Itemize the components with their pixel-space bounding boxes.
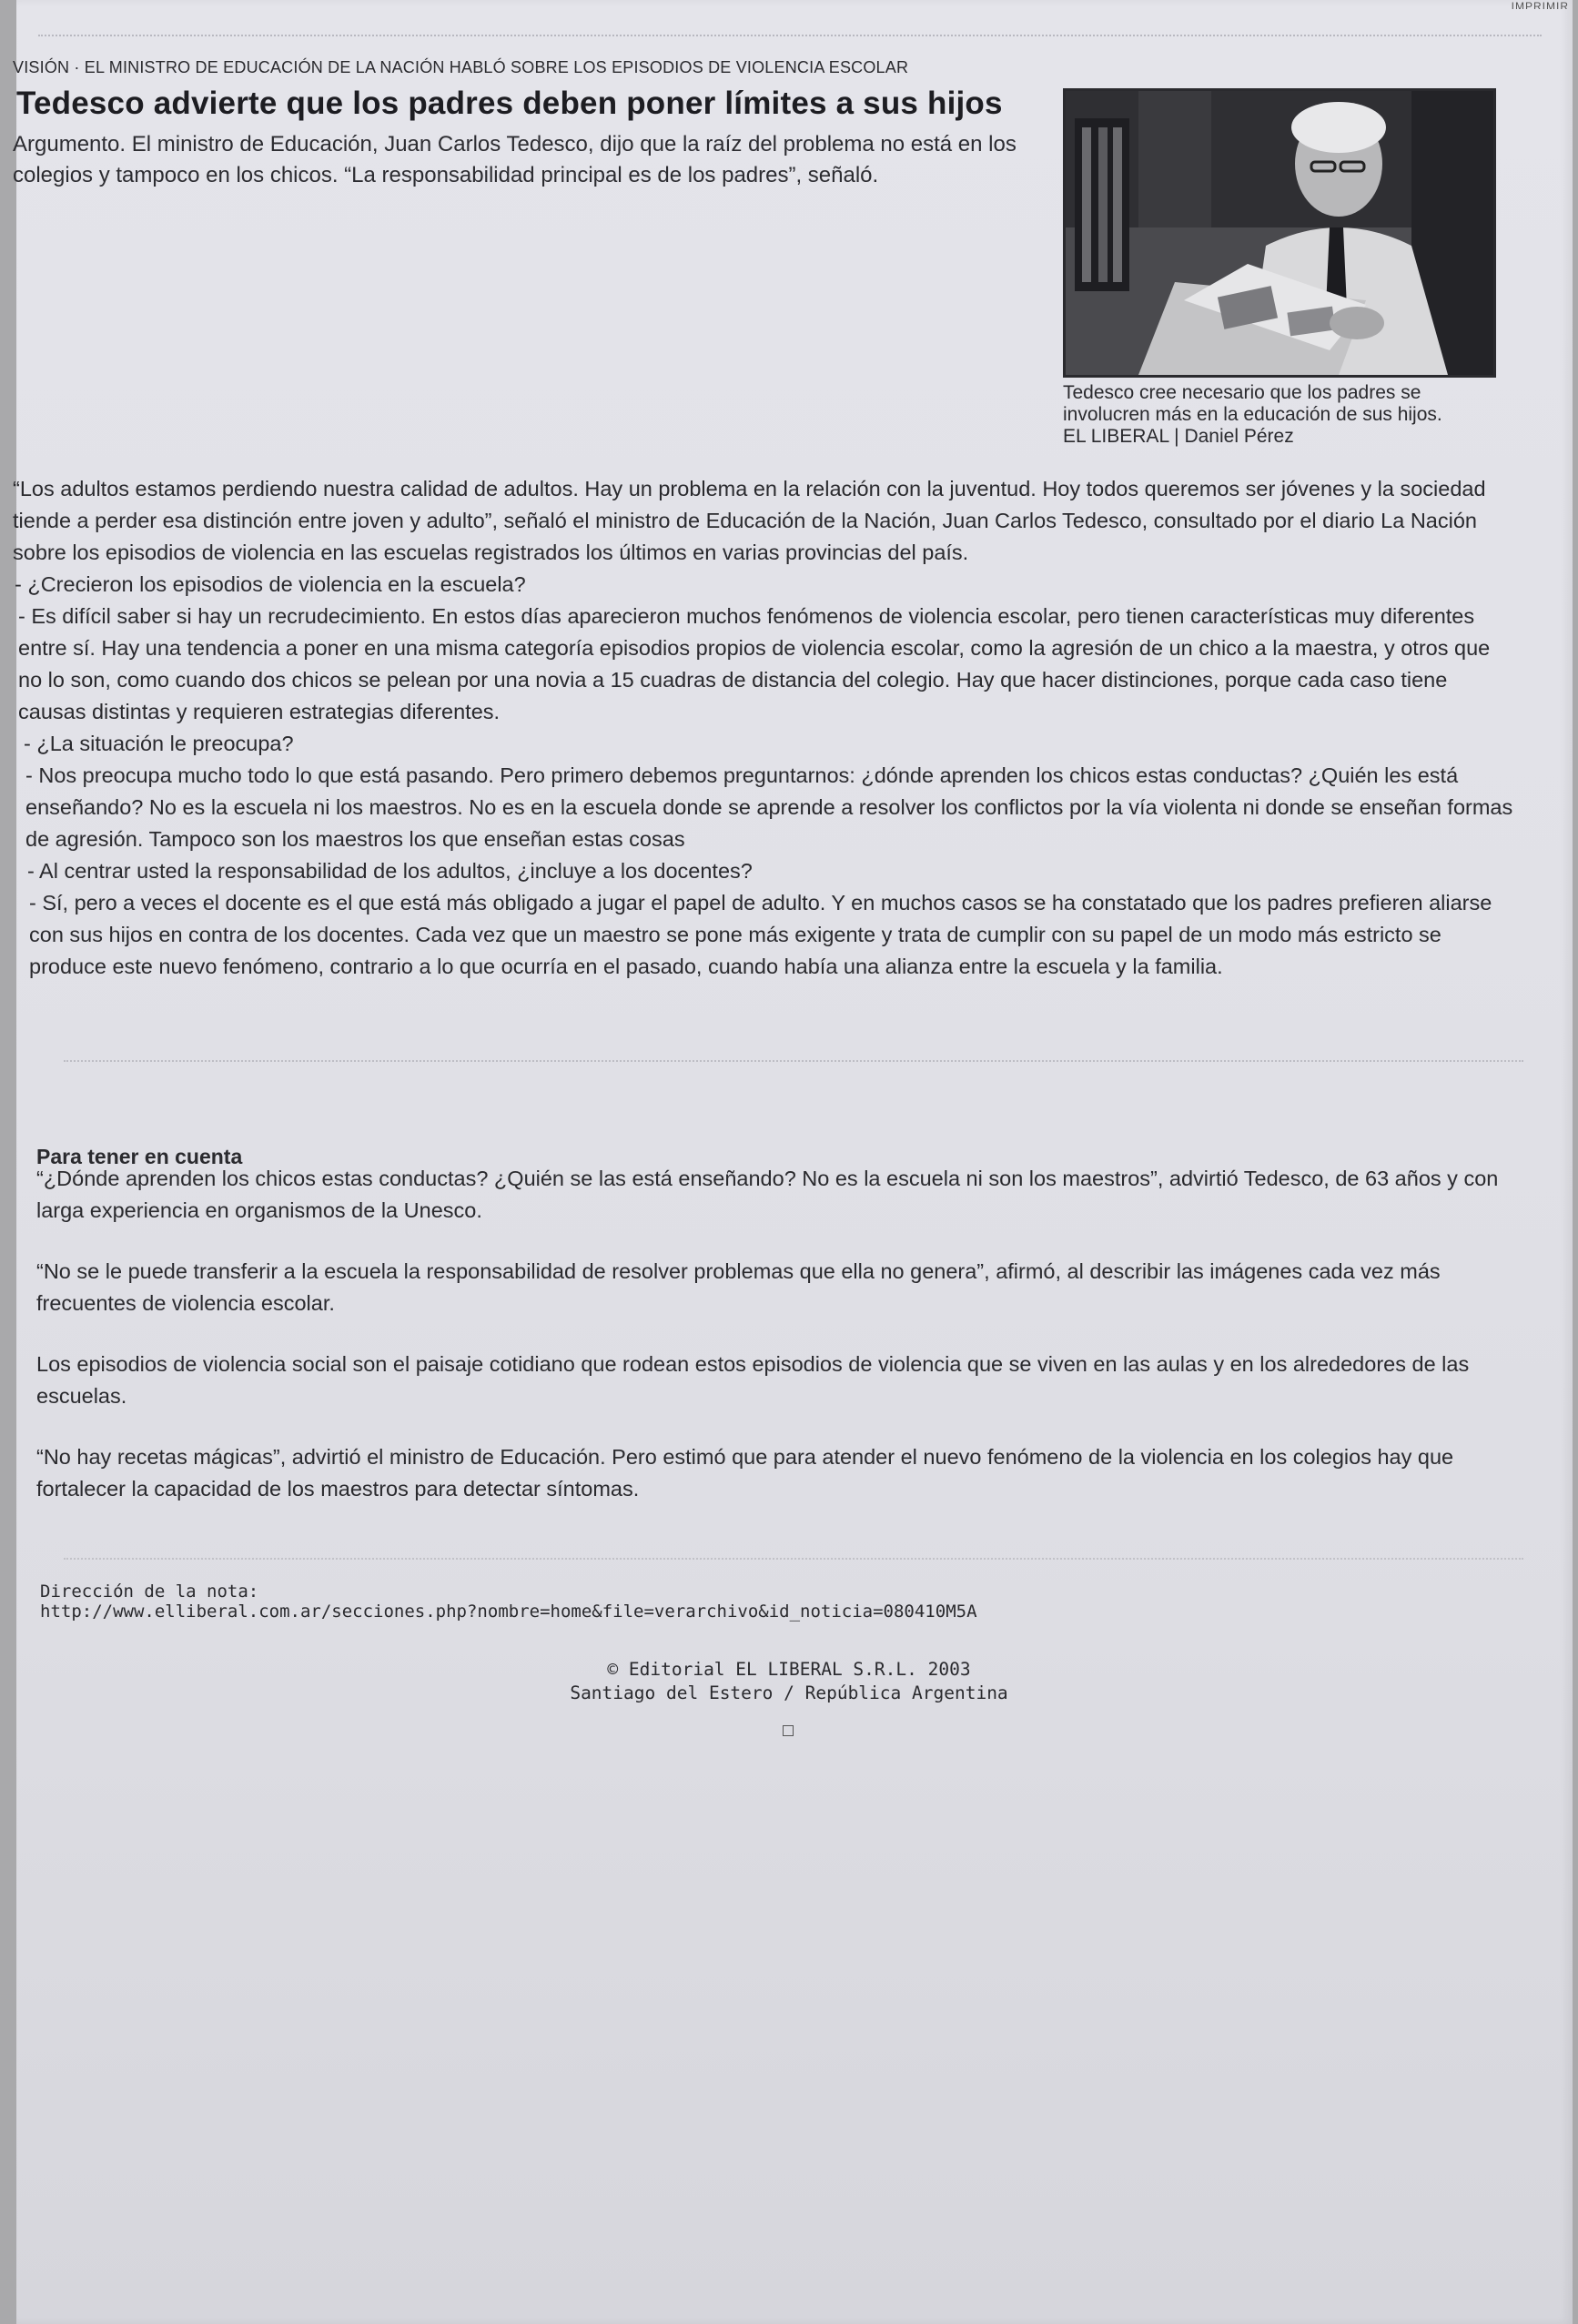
interview-question: - ¿Crecieron los episodios de violencia en la escuela? (15, 572, 526, 596)
print-button[interactable]: IMPRIMIR (1511, 0, 1569, 9)
interview-question: - ¿La situación le preocupa? (24, 732, 294, 755)
end-marker-icon (783, 1725, 794, 1736)
body-paragraph: “Los adultos estamos perdiendo nuestra calidad de adultos. Hay un problema en la relación con la juventud. Hoy todos queremos ser jóvenes y la sociedad tiende a perder esa distinción entre joven y adulto”, señaló el ministro de Educación de la Nación, Juan Carlos Tedesco, consultado por el diario La Nación sobre los episodios de violencia en las escuelas registrados los últimos en varias provincias del país. (13, 477, 1486, 564)
key-point: “No se le puede transferir a la escuela la responsabilidad de resolver problemas que ella no genera”, afirmó, al describir las imágenes cada vez más frecuentes de violencia escolar. (36, 1259, 1441, 1315)
key-point: “No hay recetas mágicas”, advirtió el ministro de Educación. Pero estimó que para atender el nuevo fenómeno de la violencia en los colegios hay que fortalecer la capacidad de los maestros para detectar síntomas. (36, 1445, 1454, 1500)
key-points (36, 1163, 1520, 1534)
copyright-block (0, 1658, 1578, 1705)
interview-answer: - Nos preocupa mucho todo lo que está pasando. Pero primero debemos preguntarnos: ¿dónde aprenden los chicos estas conductas? ¿Quién les está enseñando? No es la escuela ni los maestros. No es en la escuela donde se aprende a resolver los conflictos por la vía violenta ni donde se enseñan formas de agresión. Tampoco son los maestros los que enseñan estas cosas (25, 763, 1513, 851)
key-point: Los episodios de violencia social son el paisaje cotidiano que rodean estos episodios de violencia que se viven en las aulas y en los alrededores de las escuelas. (36, 1352, 1470, 1408)
note-address-label: Dirección de la nota: (40, 1581, 259, 1602)
top-divider (38, 35, 1542, 36)
copyright-line: © Editorial EL LIBERAL S.R.L. 2003 (607, 1659, 971, 1680)
article-headline: Tedesco advierte que los padres deben poner límites a sus hijos (16, 86, 1003, 121)
article-body (13, 473, 1514, 983)
interview-answer: - Sí, pero a veces el docente es el que está más obligado a jugar el papel de adulto. Y en muchos casos se ha constatado que los padres prefieren aliarse con sus hijos en contra de los docentes. Cada vez que un maestro se pone más exigente y trata de cumplir con su papel de un modo más estricto se produce este nuevo fenómeno, contrario a lo que ocurría en el pasado, cuando había una alianza entre la escuela y la familia. (29, 891, 1492, 978)
interview-answer: - Es difícil saber si hay un recrudecimiento. En estos días aparecieron muchos fenómenos de violencia escolar, pero tienen características muy diferentes entre sí. Hay una tendencia a poner en una misma categoría episodios propios de violencia escolar, como la agresión de un chico a la maestra, y otros que no lo son, como cuando dos chicos se pelean por una novia a 15 cuadras de distancia del colegio. Hay que hacer distinciones, porque cada caso tiene causas distintas y requieren estrategias diferentes. (18, 604, 1491, 723)
article-photo (1063, 88, 1496, 378)
location-line: Santiago del Estero / República Argentina (570, 1682, 1008, 1703)
interview-question: - Al centrar usted la responsabilidad de los adultos, ¿incluye a los docentes? (27, 859, 753, 883)
minister-reading-photo (1066, 91, 1493, 375)
article-lede: Argumento. El ministro de Educación, Juan Carlos Tedesco, dijo que la raíz del problema no está en los colegios y tampoco en los chicos. “La responsabilidad principal es de los padres”, señaló. (13, 132, 1017, 187)
key-point: “¿Dónde aprenden los chicos estas conductas? ¿Quién se las está enseñando? No es la escuela ni son los maestros”, advirtió Tedesco, de 63 años y con larga experiencia en organismos de la Unesco. (36, 1167, 1499, 1222)
photo-caption-text: Tedesco cree necesario que los padres se involucren más en la educación de sus hijos. (1063, 382, 1442, 425)
footer-divider (64, 1558, 1523, 1560)
sidebar-title: Para tener en cuenta (36, 1145, 243, 1168)
photo-caption (1063, 382, 1500, 448)
photo-credit: EL LIBERAL | Daniel Pérez (1063, 426, 1294, 447)
section-kicker: VISIÓN · EL MINISTRO DE EDUCACIÓN DE LA NACIÓN HABLÓ SOBRE LOS EPISODIOS DE VIOLENCIA ESCOLAR (13, 58, 909, 76)
section-divider (64, 1060, 1523, 1062)
note-url-link[interactable]: http://www.elliberal.com.ar/secciones.php?nombre=home&file=verarchivo&id_noticia=080410M5A (40, 1602, 977, 1622)
